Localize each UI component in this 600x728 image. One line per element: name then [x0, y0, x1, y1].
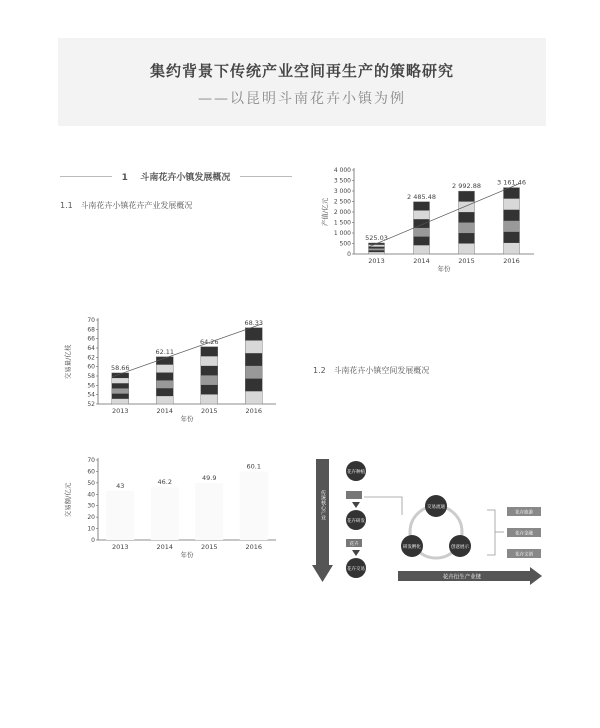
svg-text:花卉金融: 花卉金融 — [515, 531, 533, 537]
arrow-down-icon — [352, 502, 360, 508]
x-axis-label: 年份 — [180, 415, 194, 423]
y-tick-label: 66 — [87, 335, 95, 343]
y-tick-label: 62 — [87, 354, 95, 362]
bar-segment — [245, 340, 262, 353]
trading-volume-chart — [58, 312, 288, 424]
data-label: 3 161.46 — [497, 178, 526, 187]
data-label: 58.66 — [110, 363, 130, 372]
svg-text:研发孵化: 研发孵化 — [403, 545, 421, 550]
y-tick-label: 60 — [87, 468, 95, 476]
bar — [240, 471, 268, 540]
bar-segment — [414, 228, 430, 237]
bar-segment — [156, 380, 173, 388]
bar-segment — [369, 247, 385, 249]
svg-text:花卉旅游: 花卉旅游 — [515, 510, 533, 516]
bar-fill — [151, 487, 179, 540]
y-tick-label: 52 — [87, 401, 95, 408]
bar-fill — [195, 483, 223, 540]
x-tick-label: 2014 — [156, 407, 174, 415]
y-tick-label: 50 — [87, 479, 95, 487]
bar-segment — [459, 191, 475, 202]
bar — [459, 191, 475, 254]
bar-segment — [369, 250, 385, 252]
data-label: 49.9 — [202, 473, 217, 482]
svg-text:交易流通: 交易流通 — [427, 505, 445, 510]
y-tick-label: 20 — [87, 514, 95, 522]
x-tick-label: 2015 — [200, 407, 218, 415]
y-tick-label: 2 000 — [333, 209, 351, 216]
output-box — [507, 549, 541, 558]
bar-segment — [245, 328, 262, 341]
y-tick-label: 40 — [87, 491, 95, 499]
y-tick-label: 58 — [87, 373, 95, 380]
bar — [414, 202, 430, 254]
bar-segment — [369, 248, 385, 250]
connector-line — [487, 510, 495, 555]
y-tick-label: 60 — [87, 363, 95, 371]
bar — [201, 347, 218, 405]
bar-segment — [112, 394, 129, 399]
industry-diagram — [312, 455, 544, 585]
svg-text:创意展示: 创意展示 — [451, 545, 469, 550]
arrow-down-icon — [352, 550, 360, 556]
y-tick-label: 1 000 — [333, 230, 351, 237]
bar-fill — [106, 491, 134, 540]
y-axis-label: 产值/亿元 — [321, 197, 329, 227]
core-industry-label: 传统核心产业 — [320, 490, 326, 520]
bar-segment — [201, 366, 218, 376]
cycle-node — [449, 535, 471, 557]
x-tick-label: 2013 — [368, 257, 385, 265]
bar — [151, 487, 179, 540]
trend-line — [112, 324, 263, 377]
y-tick-label: 1 500 — [333, 219, 351, 227]
data-label: 60.1 — [246, 462, 261, 471]
bar-segment — [504, 199, 520, 210]
title-banner — [58, 38, 546, 126]
output-box — [507, 507, 541, 516]
y-tick-label: 64 — [87, 345, 95, 352]
bar — [106, 491, 134, 540]
cycle-node — [425, 495, 447, 517]
divider — [240, 176, 292, 177]
bar-segment — [112, 378, 129, 383]
x-tick-label: 2015 — [458, 257, 475, 265]
x-tick-label: 2013 — [111, 543, 129, 551]
trading-amount-chart — [58, 452, 288, 560]
bar-segment — [245, 391, 262, 404]
y-axis-label: 交易量/亿枝 — [64, 344, 72, 380]
subsection-1-1-heading: 1.1 斗南花卉小镇花卉产业发展概况 — [60, 201, 193, 210]
y-tick-label: 0 — [91, 537, 95, 544]
data-label: 62.11 — [155, 347, 175, 356]
bar — [504, 188, 520, 255]
data-label: 68.33 — [244, 318, 264, 327]
y-tick-label: 70 — [87, 317, 95, 324]
bar-segment — [201, 394, 218, 404]
y-tick-label: 68 — [87, 326, 95, 334]
x-axis-label: 年份 — [180, 551, 194, 559]
x-tick-label: 2016 — [245, 407, 263, 415]
bar-segment — [245, 379, 262, 392]
x-tick-label: 2014 — [156, 543, 174, 551]
bar — [156, 357, 173, 404]
bar-segment — [504, 210, 520, 221]
y-tick-label: 0 — [347, 251, 351, 258]
bar-segment — [201, 375, 218, 385]
subsection-1-2-heading: 1.2 斗南花卉小镇空间发展概况 — [313, 366, 430, 375]
svg-text:花卉交易: 花卉交易 — [347, 567, 365, 572]
y-tick-label: 4 000 — [333, 167, 351, 174]
flow-node — [346, 558, 366, 578]
bar-segment — [504, 243, 520, 254]
bar — [369, 243, 385, 254]
bar-segment — [504, 232, 520, 243]
core-industry-arrow — [312, 459, 333, 582]
bar-segment — [504, 221, 520, 232]
flow-connector-label: 花卉 — [349, 542, 359, 547]
y-tick-label: 500 — [339, 240, 351, 248]
bar — [195, 483, 223, 540]
y-tick-label: 10 — [87, 525, 95, 533]
x-axis-label: 年份 — [437, 265, 451, 273]
data-label: 46.2 — [157, 478, 172, 487]
bar-segment — [414, 202, 430, 211]
bar-segment — [156, 396, 173, 404]
flow-node — [346, 510, 366, 530]
page-title: 集约背景下传统产业空间再生产的策略研究 — [149, 62, 454, 80]
bar-segment — [459, 212, 475, 223]
y-tick-label: 2 500 — [333, 198, 351, 206]
cycle-node — [401, 535, 423, 557]
bar-segment — [245, 366, 262, 379]
output-value-chart — [318, 162, 544, 274]
x-tick-label: 2015 — [200, 543, 218, 551]
section-title: 斗南花卉小镇发展概况 — [140, 173, 231, 183]
bar — [245, 328, 262, 405]
y-tick-label: 30 — [87, 502, 95, 510]
data-label: 43 — [116, 481, 125, 490]
bar-segment — [414, 211, 430, 220]
bar-segment — [201, 347, 218, 357]
y-axis-label: 交易额/亿元 — [64, 482, 72, 518]
bar-segment — [156, 373, 173, 381]
y-tick-label: 56 — [87, 382, 95, 390]
flow-node — [346, 461, 366, 481]
bar-fill — [240, 471, 268, 540]
bar-segment — [201, 356, 218, 366]
bar-segment — [112, 399, 129, 404]
x-tick-label: 2014 — [413, 257, 430, 265]
section-1-heading — [60, 170, 292, 182]
bar-segment — [459, 223, 475, 234]
data-label: 64.26 — [199, 337, 219, 346]
output-box — [507, 528, 541, 537]
y-tick-label: 70 — [87, 457, 95, 464]
bar — [112, 373, 129, 404]
divider — [60, 176, 112, 177]
section-number: 1 — [121, 173, 128, 183]
data-label: 2 485.48 — [407, 192, 436, 201]
bar-segment — [112, 383, 129, 388]
x-tick-label: 2016 — [503, 257, 520, 265]
bar-segment — [459, 244, 475, 255]
derivative-industry-label: 花卉衍生产业链 — [442, 574, 482, 581]
x-tick-label: 2016 — [245, 543, 263, 551]
bar-segment — [245, 353, 262, 366]
bar-segment — [459, 233, 475, 244]
bar-segment — [414, 245, 430, 254]
bar-segment — [156, 365, 173, 373]
bar-segment — [156, 388, 173, 396]
y-tick-label: 3 500 — [333, 177, 351, 185]
data-label: 525.03 — [365, 233, 388, 242]
page-subtitle: ——以昆明斗南花卉小镇为例 — [198, 91, 406, 107]
connector-line — [364, 497, 402, 515]
trend-line — [369, 184, 520, 247]
bar-segment — [201, 385, 218, 395]
svg-text:花卉研发: 花卉研发 — [347, 519, 365, 524]
svg-text:花卉种植: 花卉种植 — [347, 470, 365, 475]
bar-segment — [112, 388, 129, 393]
y-tick-label: 54 — [87, 391, 95, 399]
data-label: 2 992.88 — [452, 182, 481, 191]
bar-segment — [414, 237, 430, 246]
svg-text:花卉文创: 花卉文创 — [515, 552, 533, 558]
y-tick-label: 3 000 — [333, 188, 351, 195]
flow-connector — [346, 491, 362, 499]
x-tick-label: 2013 — [111, 407, 129, 415]
